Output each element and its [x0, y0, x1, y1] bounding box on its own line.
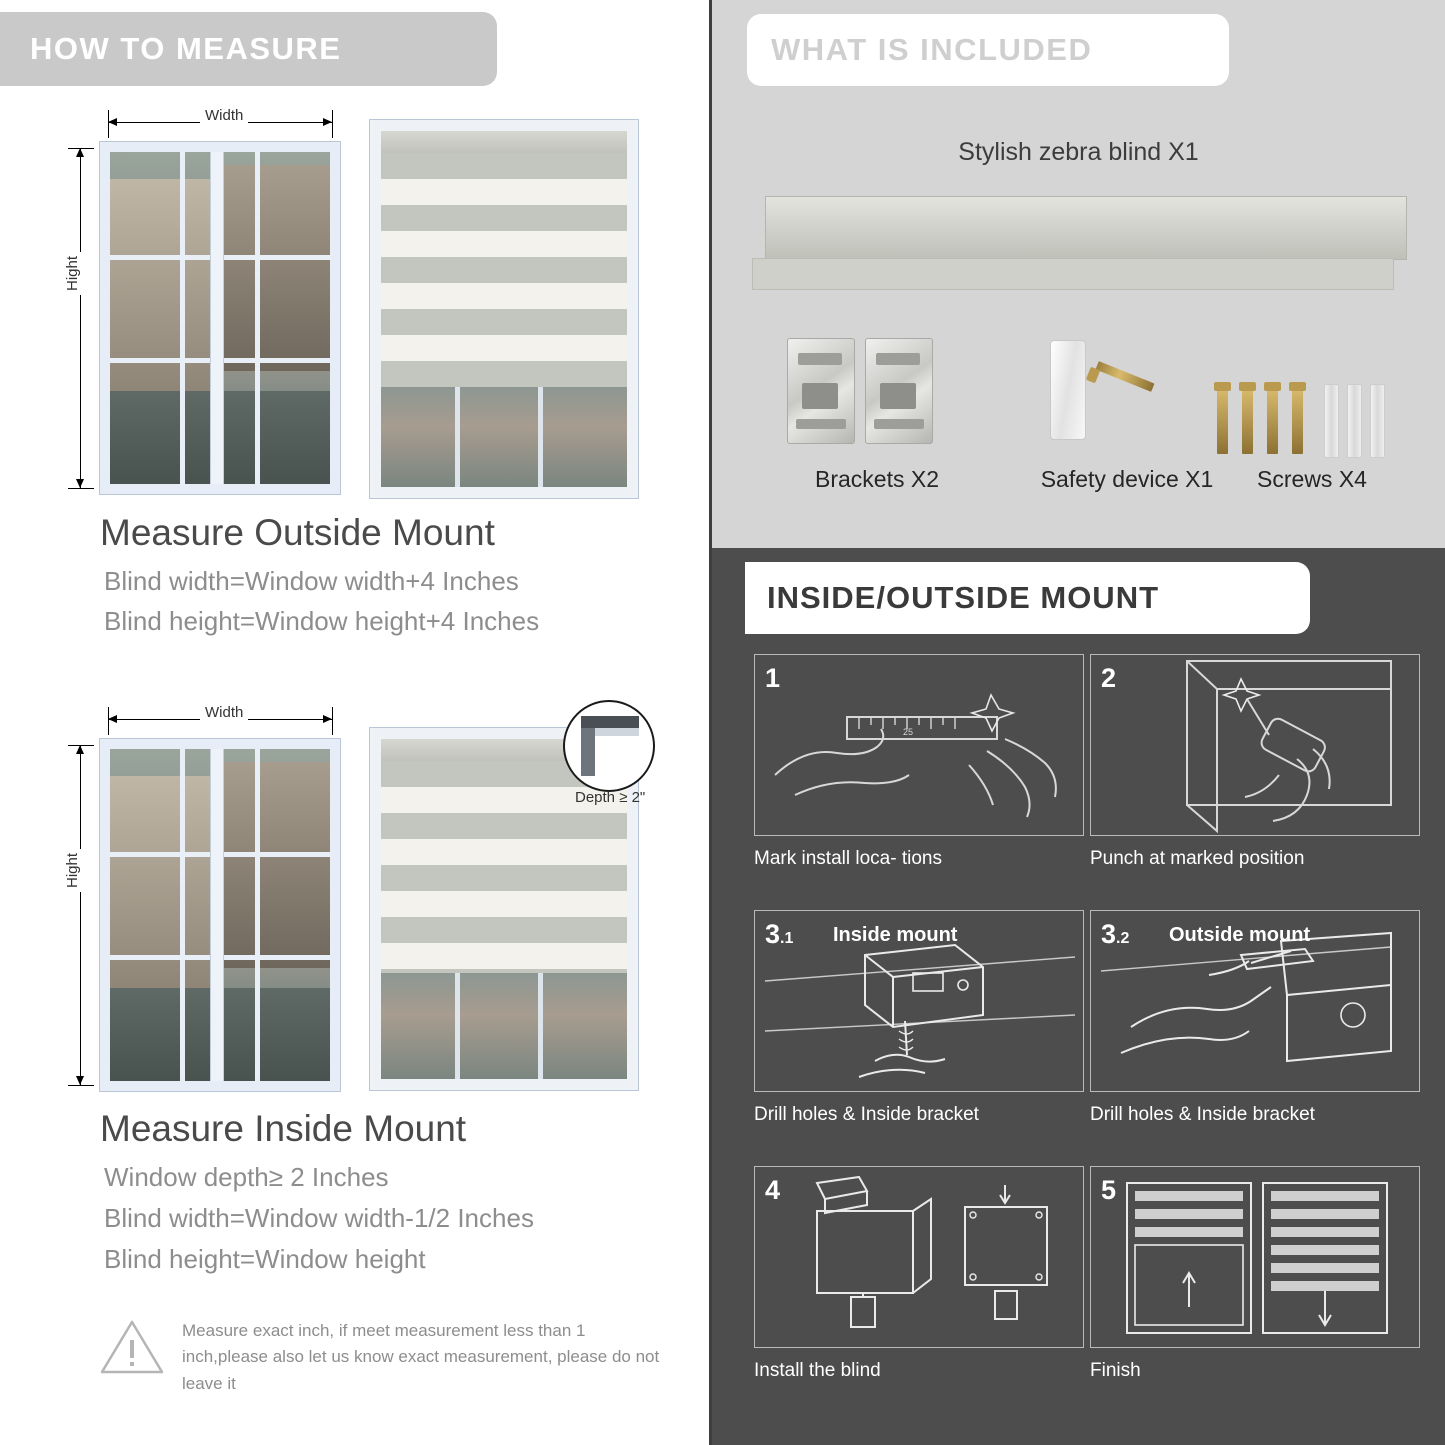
window-grid	[455, 973, 460, 1079]
blind-headrail	[381, 131, 627, 153]
warning-triangle-icon	[100, 1318, 164, 1376]
step-5	[1090, 1166, 1420, 1386]
wall-anchor-icon	[1324, 384, 1339, 458]
step-3-1	[754, 910, 1084, 1130]
screw-icon	[1242, 388, 1253, 454]
outside-height-arrow	[80, 148, 81, 488]
inside-height-label: Hight	[64, 849, 81, 892]
window-grid	[455, 387, 460, 487]
main-item-label: Stylish zebra blind X1	[958, 138, 1199, 166]
wall-anchor-icon	[1347, 384, 1362, 458]
measure-warning-text: Measure exact inch, if meet measurement less than 1 inch,please also let us know exact measurement, please do not leave it	[182, 1321, 660, 1393]
screw-icon	[1292, 388, 1303, 454]
tick	[108, 110, 109, 138]
depth-detail-circle	[563, 700, 655, 792]
building-reflection	[110, 179, 211, 411]
blind-headrail-shadow	[752, 258, 1394, 290]
window-grid	[538, 387, 543, 487]
step-caption: Drill holes & Inside bracket	[1090, 1104, 1315, 1125]
step-number-main: 3	[1101, 919, 1117, 949]
step-number	[765, 919, 793, 950]
zebra-blind-fabric	[381, 153, 627, 389]
install-blind-sketch	[755, 1167, 1083, 1347]
inside-mount-line-2: Blind width=Window width-1/2 Inches	[104, 1203, 534, 1233]
step-number-sub: .1	[780, 930, 794, 947]
window-glass	[381, 973, 627, 1079]
screw-icon	[1095, 361, 1154, 392]
step-caption: Drill holes & Inside bracket	[754, 1104, 979, 1125]
step-number	[1101, 919, 1129, 950]
step-number: 1	[765, 663, 781, 693]
window-glass	[381, 387, 627, 487]
step-number: 4	[765, 1175, 781, 1205]
screw-head-icon	[1264, 382, 1281, 391]
screw-icon	[1267, 388, 1278, 454]
tick	[68, 1085, 94, 1086]
step-image	[754, 1166, 1084, 1348]
screw-head-icon	[1086, 367, 1101, 384]
building-reflection	[110, 776, 211, 1008]
outside-width-label: Width	[200, 107, 248, 124]
inside-outside-mount-panel	[712, 548, 1445, 1445]
how-to-measure-panel	[0, 0, 712, 1445]
tick	[68, 488, 94, 489]
outside-mount-line-1: Blind width=Window width+4 Inches	[104, 566, 519, 596]
safety-device-icon	[1050, 340, 1086, 440]
step-number: 2	[1101, 663, 1117, 693]
measure-warning	[100, 1318, 660, 1397]
bracket-icon	[787, 338, 855, 444]
step-number-sub: .2	[1116, 930, 1130, 947]
inside-outside-mount-title: INSIDE/OUTSIDE MOUNT	[745, 562, 1310, 634]
step-image	[754, 654, 1084, 836]
window-illustration	[100, 739, 340, 1091]
outside-mount-heading: Measure Outside Mount	[100, 512, 495, 553]
screw-icon	[1217, 388, 1228, 454]
inside-width-label: Width	[200, 704, 248, 721]
step-1	[754, 654, 1084, 874]
outside-mount-line-2: Blind height=Window height+4 Inches	[104, 606, 540, 636]
step-number: 5	[1101, 1175, 1117, 1205]
bracket-icon	[865, 338, 933, 444]
finish-sketch	[1091, 1167, 1419, 1347]
outside-height-label: Hight	[64, 252, 81, 295]
drill-sketch	[1091, 655, 1419, 835]
wall-anchor-icon	[1370, 384, 1385, 458]
tick	[68, 745, 94, 746]
step-inline-label: Inside mount	[833, 924, 958, 946]
svg-text:25: 25	[903, 727, 914, 737]
window-grid	[255, 152, 260, 484]
window-grid	[255, 749, 260, 1081]
blind-on-window-outside	[370, 120, 638, 498]
building-reflection	[224, 762, 330, 968]
inside-mount-line-3: Blind height=Window height	[104, 1244, 426, 1274]
tick	[332, 110, 333, 138]
step-4	[754, 1166, 1084, 1386]
inside-mount-heading: Measure Inside Mount	[100, 1108, 467, 1149]
what-is-included-panel	[712, 0, 1445, 548]
screw-head-icon	[1214, 382, 1231, 391]
step-inline-label: Outside mount	[1169, 924, 1311, 946]
window-mullion	[211, 152, 223, 484]
tick	[68, 148, 94, 149]
step-image	[754, 910, 1084, 1092]
step-caption: Finish	[1090, 1360, 1141, 1381]
screw-head-icon	[1239, 382, 1256, 391]
window-mullion	[211, 749, 223, 1081]
step-caption: Install the blind	[754, 1360, 881, 1381]
step-3-2	[1090, 910, 1420, 1130]
safety-device-label: Safety device X1	[1040, 466, 1214, 492]
window-grid	[180, 152, 185, 484]
step-image	[1090, 1166, 1420, 1348]
window-illustration	[100, 142, 340, 494]
how-to-measure-title: HOW TO MEASURE	[0, 12, 497, 86]
measure-sketch	[755, 655, 1083, 835]
inside-mount-line-1: Window depth≥ 2 Inches	[104, 1162, 389, 1192]
depth-label: Depth ≥ 2"	[575, 789, 646, 806]
step-image	[1090, 910, 1420, 1092]
tick	[108, 707, 109, 735]
what-is-included-title: WHAT IS INCLUDED	[747, 14, 1229, 86]
brackets-label: Brackets X2	[815, 466, 939, 492]
screws-label: Screws X4	[1257, 466, 1367, 492]
blind-headrail-image	[765, 196, 1407, 260]
step-number-main: 3	[765, 919, 781, 949]
window-grid	[538, 973, 543, 1079]
tick	[332, 707, 333, 735]
step-image	[1090, 654, 1420, 836]
step-2	[1090, 654, 1420, 874]
screw-head-icon	[1289, 382, 1306, 391]
inside-height-arrow	[80, 745, 81, 1085]
building-reflection	[224, 165, 330, 371]
window-grid	[180, 749, 185, 1081]
step-caption: Mark install loca- tions	[754, 848, 942, 869]
step-caption: Punch at marked position	[1090, 848, 1305, 869]
